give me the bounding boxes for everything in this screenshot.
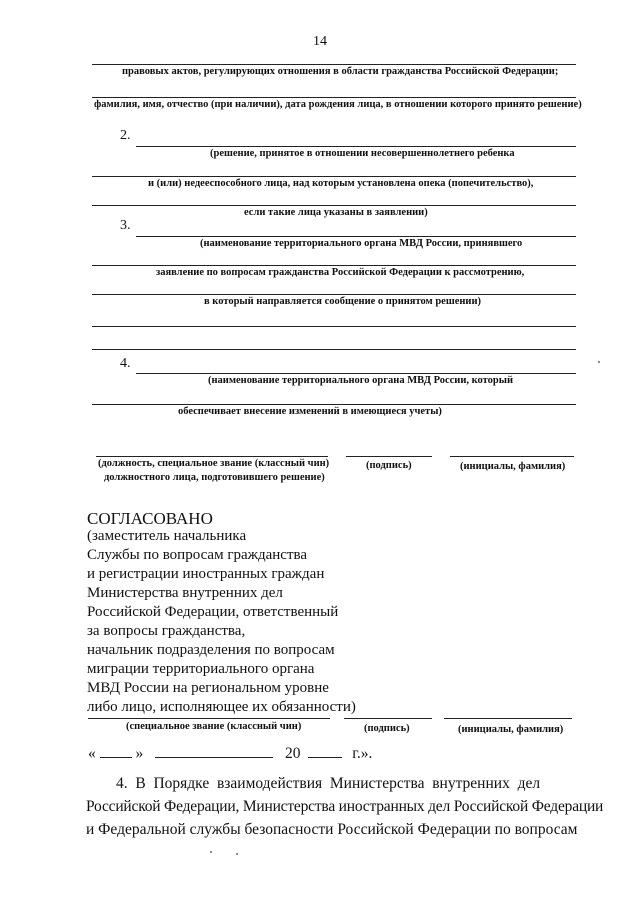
paragraph-line: Российской Федерации, Министерства иностранных дел Российской Федерации [86, 798, 604, 815]
approval-line: за вопросы гражданства, [87, 623, 246, 639]
signature-caption-2: (подпись) [364, 723, 410, 734]
position-caption-2: должностного лица, подготовившего решение) [104, 472, 325, 483]
paragraph-line: 4. В Порядке взаимодействия Министерства внутренних дел [116, 775, 541, 792]
item3-caption-1: (наименование территориального органа МВД России, принявшего [200, 238, 523, 249]
date-open-quote: « [88, 745, 96, 762]
approval-line: Службы по вопросам гражданства [87, 547, 308, 563]
approval-line: Министерства внутренних дел [87, 585, 283, 601]
date-year-blank [308, 757, 342, 758]
legal-acts-caption: правовых актов, регулирующих отношения в области гражданства Российской Федерации; [122, 66, 559, 77]
scan-speck [598, 361, 600, 363]
paragraph-line: и Федеральной службы безопасности Российской Федерации по вопросам [86, 821, 578, 838]
paragraph-4 [86, 772, 604, 841]
page-number: 14 [313, 34, 327, 49]
signature-line-2 [344, 718, 432, 719]
position-caption-1: (должность, специальное звание (классный чин) [98, 458, 330, 469]
item2-line-2 [92, 176, 576, 177]
signature-line [346, 456, 432, 457]
approval-text [87, 527, 356, 717]
person-caption: фамилия, имя, отчество (при наличии), дата рождения лица, в отношении которого принято решение) [94, 99, 582, 110]
approval-line: начальник подразделения по вопросам [87, 642, 335, 658]
rank-line [88, 718, 330, 719]
scan-speck [236, 853, 238, 855]
initials-caption-2: (инициалы, фамилия) [458, 724, 564, 735]
approval-line: Российской Федерации, ответственный [87, 604, 339, 620]
approval-line: и регистрации иностранных граждан [87, 566, 325, 582]
initials-line-2 [444, 718, 572, 719]
item2-caption-2: и (или) недееспособного лица, над которым установлена опека (попечительство), [148, 178, 534, 189]
position-line [96, 456, 328, 457]
item2-caption-3: если такие лица указаны в заявлении) [244, 207, 428, 218]
item3-caption-2: заявление по вопросам гражданства Российской Федерации к рассмотрению, [156, 267, 525, 278]
legal-acts-line [92, 64, 576, 65]
item3-caption-3: в который направляется сообщение о принятом решении) [204, 296, 481, 307]
date-year-suffix: г.». [352, 745, 373, 762]
blank-line-1 [92, 326, 576, 327]
date-month-blank [155, 757, 273, 758]
initials-caption: (инициалы, фамилия) [460, 461, 566, 472]
item2-caption-1: (решение, принятое в отношении несовершеннолетнего ребенка [210, 148, 515, 159]
item4-caption-1: (наименование территориального органа МВД России, который [208, 375, 514, 386]
item3-number: 3. [120, 218, 131, 233]
date-year-prefix: 20 [285, 745, 301, 762]
blank-line-2 [92, 349, 576, 350]
date-close-quote: » [135, 745, 144, 762]
initials-line [450, 456, 574, 457]
item4-line-1 [136, 373, 576, 374]
item3-line-3 [92, 294, 576, 295]
rank-caption: (специальное звание (классный чин) [126, 721, 302, 732]
date-line [88, 745, 372, 763]
approval-line: либо лицо, исполняющее их обязанности) [87, 699, 356, 715]
signature-caption: (подпись) [366, 460, 412, 471]
scan-speck [210, 851, 212, 853]
item4-line-2 [92, 404, 576, 405]
item3-line-1 [136, 236, 576, 237]
approval-heading: СОГЛАСОВАНО [87, 509, 213, 528]
item2-line-1 [136, 146, 576, 147]
item4-caption-2: обеспечивает внесение изменений в имеющиеся учеты) [178, 406, 442, 417]
approval-line: миграции территориального органа [87, 661, 315, 677]
approval-line: МВД России на региональном уровне [87, 680, 329, 696]
item2-line-3 [92, 205, 576, 206]
item3-line-2 [92, 265, 576, 266]
person-line [92, 97, 576, 98]
approval-line: (заместитель начальника [87, 528, 247, 544]
item4-number: 4. [120, 356, 131, 371]
date-day-blank [100, 757, 132, 758]
item2-number: 2. [120, 128, 131, 143]
